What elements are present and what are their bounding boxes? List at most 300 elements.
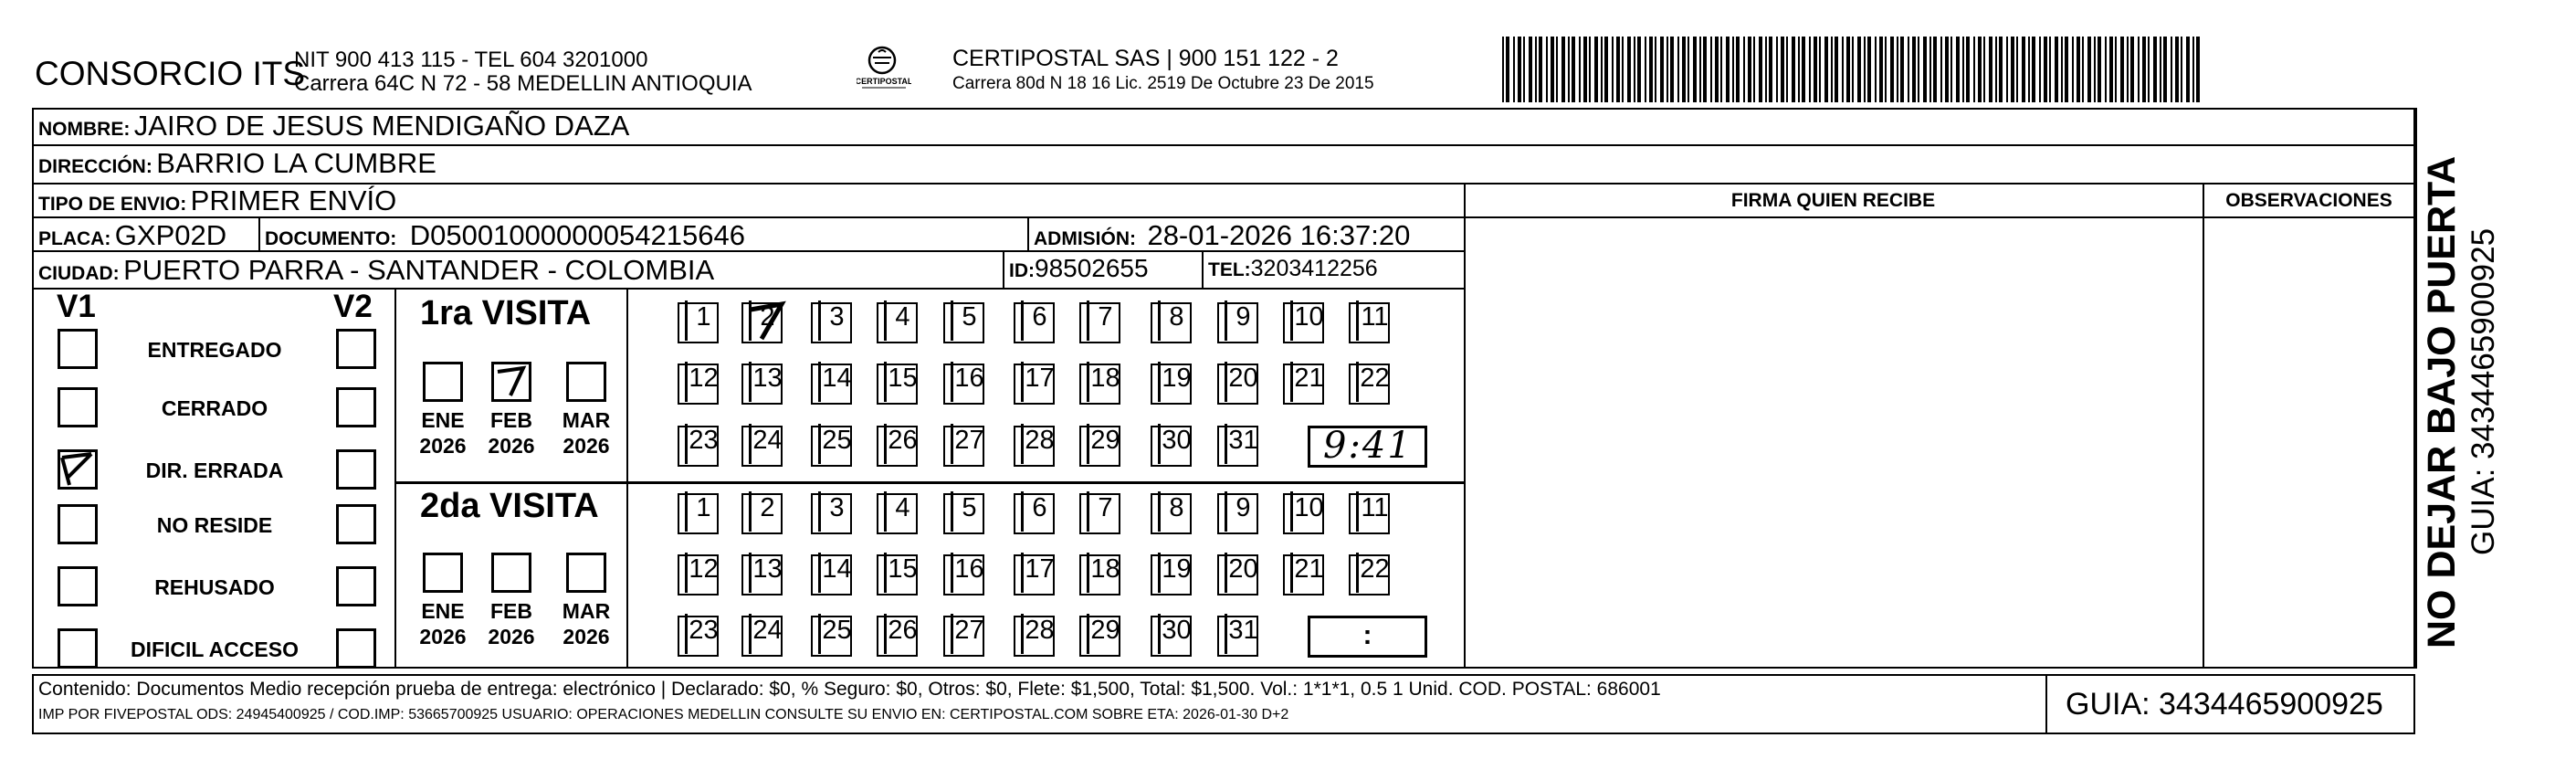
visit2-day-26[interactable]	[877, 616, 918, 657]
day-number: 1	[685, 300, 720, 341]
visit1-day-10[interactable]	[1283, 302, 1324, 343]
documento-value: D05001000000054215646	[409, 219, 745, 251]
v2-checkbox-1[interactable]	[336, 387, 376, 427]
status-option-label: ENTREGADO	[147, 338, 282, 362]
visit2-day-14[interactable]	[811, 554, 852, 596]
barcode-bar	[2055, 37, 2058, 102]
day-number: 18	[1087, 362, 1121, 402]
barcode-bar	[1999, 37, 2003, 102]
visit1-day-20[interactable]	[1217, 364, 1258, 405]
visit2-day-2[interactable]	[741, 493, 783, 534]
tel-value: 3203412256	[1250, 256, 1378, 281]
status-option-label: CERRADO	[161, 396, 268, 420]
day-number: 7	[1087, 300, 1121, 341]
id-value: 98502655	[1035, 254, 1149, 282]
barcode-bar	[1753, 37, 1755, 102]
barcode-bar	[1792, 37, 1795, 102]
v1-checkbox-checked[interactable]	[58, 449, 98, 490]
barcode-bar	[1601, 37, 1603, 102]
visit1-time-handwritten: 9:41	[1323, 425, 1413, 467]
barcode-bar	[1897, 37, 1898, 102]
barcode-bar	[1842, 37, 1844, 102]
barcode-bar	[2160, 37, 2161, 102]
visit2-day-8[interactable]	[1151, 493, 1192, 534]
barcode-bar	[2087, 37, 2091, 102]
carrier-name: CERTIPOSTAL SAS | 900 151 122 - 2	[952, 46, 1339, 71]
day-number: 6	[1021, 491, 1056, 532]
barcode-bar	[1518, 37, 1521, 102]
barcode-bar	[1819, 37, 1821, 102]
footer-guia: GUIA: 3434465900925	[2066, 687, 2383, 722]
barcode-bar	[1660, 37, 1664, 102]
barcode-bar	[1502, 37, 1504, 102]
barcode-bar	[2115, 37, 2117, 102]
barcode-bar	[1962, 37, 1964, 102]
visit1-day-8[interactable]	[1151, 302, 1192, 343]
day-number: 5	[951, 300, 985, 341]
visit1-day-1[interactable]	[678, 302, 719, 343]
visit1-day-9[interactable]	[1217, 302, 1258, 343]
barcode-bar	[1885, 37, 1887, 102]
barcode-bar	[1743, 37, 1745, 102]
barcode-bar	[2163, 37, 2167, 102]
barcode-bar	[1546, 37, 1548, 102]
visit1-day-15[interactable]	[877, 364, 918, 405]
documento-label: DOCUMENTO:	[265, 228, 397, 249]
barcode-bar	[1732, 37, 1734, 102]
v1-checkbox-4[interactable]	[58, 566, 98, 606]
observaciones-header: OBSERVACIONES	[2225, 190, 2392, 211]
visit1-day-27[interactable]	[943, 426, 984, 467]
visit2-day-7[interactable]	[1079, 493, 1120, 534]
barcode-bar	[2120, 37, 2124, 102]
barcode-bar	[1720, 37, 1722, 102]
status-option-label: DIFICIL ACCESO	[130, 638, 299, 661]
barcode-bar	[1748, 37, 1751, 102]
day-number: 17	[1021, 362, 1056, 402]
barcode-bar	[1857, 37, 1861, 102]
visit1-day-5[interactable]	[943, 302, 984, 343]
visit1-day-30[interactable]	[1151, 426, 1192, 467]
day-number: 26	[884, 424, 919, 464]
v2-checkbox-4[interactable]	[336, 566, 376, 606]
day-number: 21	[1290, 362, 1325, 402]
day-number: 23	[685, 424, 720, 464]
barcode-bar	[1879, 37, 1883, 102]
visit2-day-21[interactable]	[1283, 554, 1324, 596]
visit1-day-25[interactable]	[811, 426, 852, 467]
barcode-bar	[1983, 37, 1985, 102]
visit2-time-separator: :	[1362, 620, 1372, 650]
visit1-day-7[interactable]	[1079, 302, 1120, 343]
visit1-day-28[interactable]	[1014, 426, 1055, 467]
barcode-bar	[1966, 37, 1970, 102]
barcode-bar	[1572, 37, 1575, 102]
visit2-day-16[interactable]	[943, 554, 984, 596]
barcode-bar	[1933, 37, 1937, 102]
visit1-day-18[interactable]	[1079, 364, 1120, 405]
day-number: 27	[951, 424, 985, 464]
visit2-month-label: FEB 2026	[488, 599, 535, 648]
visit2-day-9[interactable]	[1217, 493, 1258, 534]
barcode-bar	[1781, 37, 1784, 102]
day-number: 12	[685, 553, 720, 593]
day-number: 13	[749, 553, 783, 593]
day-number: 30	[1158, 424, 1193, 464]
day-number: 11	[1356, 300, 1391, 341]
visit1-day-14[interactable]	[811, 364, 852, 405]
barcode-bar	[1867, 37, 1871, 102]
footer-print-info: IMP POR FIVEPOSTAL ODS: 24945400925 / COD.IMP: 53665700925 USUARIO: OPERACIONES MEDELLIN CONSULTE SU ENVIO EN: CERTIPOSTAL.COM SOBRE ETA: 2026-01-30 D+2	[38, 707, 1289, 722]
barcode-bar	[2065, 37, 2068, 102]
barcode-bar	[1568, 37, 1570, 102]
visit1-day-6[interactable]	[1014, 302, 1055, 343]
barcode-bar	[2127, 37, 2129, 102]
day-number: 7	[1087, 491, 1121, 532]
day-number: 23	[685, 614, 720, 654]
visit2-day-17[interactable]	[1014, 554, 1055, 596]
day-number: 22	[1356, 553, 1391, 593]
side-warning: NO DEJAR BAJO PUERTA	[2420, 155, 2464, 648]
visit2-time-box[interactable]	[1308, 616, 1427, 658]
day-number: 11	[1356, 491, 1391, 532]
day-number: 1	[685, 491, 720, 532]
day-number: 2	[749, 300, 783, 341]
day-number: 31	[1225, 424, 1259, 464]
barcode-bar	[2192, 37, 2194, 102]
barcode-bar	[1539, 37, 1542, 102]
visit1-day-24[interactable]	[741, 426, 783, 467]
day-number: 12	[685, 362, 720, 402]
barcode-bar	[1710, 37, 1712, 102]
v2-checkbox-3[interactable]	[336, 504, 376, 544]
barcode-bar	[1506, 37, 1509, 102]
day-number: 17	[1021, 553, 1056, 593]
visit1-day-19[interactable]	[1151, 364, 1192, 405]
barcode-bar	[1890, 37, 1894, 102]
barcode-bar	[1923, 37, 1927, 102]
visit1-day-23[interactable]	[678, 426, 719, 467]
barcode-bar	[2011, 37, 2014, 102]
barcode-bar	[1809, 37, 1811, 102]
v1-label: V1	[57, 289, 96, 324]
day-number: 27	[951, 614, 985, 654]
direccion-value: BARRIO LA CUMBRE	[156, 147, 436, 179]
visit2-day-22[interactable]	[1349, 554, 1390, 596]
day-number: 29	[1087, 614, 1121, 654]
visit1-day-17[interactable]	[1014, 364, 1055, 405]
carrier-license: Carrera 80d N 18 16 Lic. 2519 De Octubre 23 De 2015	[952, 74, 1374, 93]
v2-checkbox-0[interactable]	[336, 329, 376, 369]
barcode-bar	[1940, 37, 1942, 102]
day-number: 15	[884, 553, 919, 593]
firma-header: FIRMA QUIEN RECIBE	[1730, 190, 1936, 211]
barcode-bar	[1594, 37, 1598, 102]
visit1-day-4[interactable]	[877, 302, 918, 343]
placa-label: PLACA:	[38, 228, 111, 249]
barcode-bar	[1846, 37, 1850, 102]
visit1-month-label: MAR 2026	[562, 408, 611, 458]
barcode-bar	[1637, 37, 1641, 102]
visit1-day-11[interactable]	[1349, 302, 1390, 343]
visit2-day-25[interactable]	[811, 616, 852, 657]
barcode-bar	[1670, 37, 1674, 102]
visit2-day-3[interactable]	[811, 493, 852, 534]
visit2-month-label: ENE 2026	[419, 599, 467, 648]
tel-label: TEL:	[1208, 259, 1251, 280]
company-name: CONSORCIO ITS	[35, 55, 306, 92]
barcode-bar	[1655, 37, 1656, 102]
barcode-bar	[1677, 37, 1679, 102]
visit1-day-2[interactable]	[741, 302, 783, 343]
admision-value: 28-01-2026 16:37:20	[1147, 219, 1411, 251]
visit1-day-31[interactable]	[1217, 426, 1258, 467]
barcode-bar	[1945, 37, 1949, 102]
company-nit: NIT 900 413 115 - TEL 604 3201000	[294, 47, 648, 72]
barcode-bar	[1956, 37, 1960, 102]
visit2-day-1[interactable]	[678, 493, 719, 534]
visit2-month-box-mar[interactable]	[566, 553, 606, 593]
visit2-day-15[interactable]	[877, 554, 918, 596]
barcode-bar	[1667, 37, 1668, 102]
visit2-month-label: MAR 2026	[562, 599, 611, 648]
visit2-day-12[interactable]	[678, 554, 719, 596]
barcode-bar	[1612, 37, 1614, 102]
day-number: 24	[749, 614, 783, 654]
barcode-bar	[1995, 37, 1997, 102]
visit1-day-26[interactable]	[877, 426, 918, 467]
v2-checkbox-2[interactable]	[336, 449, 376, 490]
barcode-bar	[2148, 37, 2150, 102]
barcode-bar	[1908, 37, 1909, 102]
day-number: 19	[1158, 362, 1193, 402]
day-mark-icon	[745, 299, 789, 343]
barcode-bar	[2196, 37, 2200, 102]
day-number: 21	[1290, 553, 1325, 593]
barcode-bar	[2105, 37, 2107, 102]
barcode-bar	[1765, 37, 1767, 102]
visit2-day-11[interactable]	[1349, 493, 1390, 534]
barcode-bar	[2142, 37, 2146, 102]
barcode-bar	[2044, 37, 2047, 102]
day-number: 28	[1021, 614, 1056, 654]
barcode-bar	[2077, 37, 2080, 102]
admision-label: ADMISIÓN:	[1034, 228, 1136, 249]
nombre-value: JAIRO DE JESUS MENDIGAÑO DAZA	[133, 110, 630, 142]
barcode-bar	[1950, 37, 1952, 102]
visit2-day-27[interactable]	[943, 616, 984, 657]
visit2-day-20[interactable]	[1217, 554, 1258, 596]
barcode-bar	[1929, 37, 1931, 102]
visit1-day-13[interactable]	[741, 364, 783, 405]
visit2-day-23[interactable]	[678, 616, 719, 657]
id-label: ID:	[1009, 260, 1035, 281]
barcode-bar	[2006, 37, 2008, 102]
direccion-label: DIRECCIÓN:	[38, 156, 152, 177]
barcode-bar	[2028, 37, 2030, 102]
barcode-bar	[1645, 37, 1646, 102]
barcode-bar	[1703, 37, 1707, 102]
visit1-day-12[interactable]	[678, 364, 719, 405]
visit2-day-30[interactable]	[1151, 616, 1192, 657]
barcode-bar	[1978, 37, 1982, 102]
barcode-bar	[1736, 37, 1740, 102]
barcode-bar	[2061, 37, 2063, 102]
v1-checkbox-5[interactable]	[58, 628, 98, 669]
status-option-label: NO RESIDE	[156, 513, 273, 537]
barcode-bar	[1634, 37, 1635, 102]
barcode-bar	[1627, 37, 1631, 102]
barcode-bar	[2098, 37, 2101, 102]
barcode-bar	[1589, 37, 1591, 102]
visit1-month-box-mar[interactable]	[566, 362, 606, 402]
barcode-bar	[1864, 37, 1866, 102]
day-number: 4	[884, 491, 919, 532]
visit2-day-13[interactable]	[741, 554, 783, 596]
day-number: 10	[1290, 491, 1325, 532]
barcode-bar	[1900, 37, 1904, 102]
barcode-bar	[2175, 37, 2179, 102]
barcode-bar	[1786, 37, 1788, 102]
visit2-day-10[interactable]	[1283, 493, 1324, 534]
tipo-envio-label: TIPO DE ENVIO:	[38, 194, 187, 215]
barcode-bar	[1835, 37, 1838, 102]
barcode-bar	[1556, 37, 1558, 102]
day-number: 3	[818, 491, 853, 532]
visit2-day-18[interactable]	[1079, 554, 1120, 596]
certipostal-logo-icon	[857, 42, 911, 97]
barcode-bar	[1561, 37, 1565, 102]
footer-contents: Contenido: Documentos Medio recepción prueba de entrega: electrónico | Declarado: $0, % Seguro: $0, Otros: $0, Flete: $1,500, Total: $1,500. Vol.: 1*1*1, 0.5 1 Unid. COD. POSTAL: 686001	[38, 679, 1661, 700]
day-number: 24	[749, 424, 783, 464]
barcode-bar	[1604, 37, 1608, 102]
barcode-bar	[1579, 37, 1581, 102]
barcode-bar	[1726, 37, 1730, 102]
barcode-bar	[1798, 37, 1800, 102]
barcode-bar	[1649, 37, 1653, 102]
barcode-bar	[1616, 37, 1620, 102]
day-number: 9	[1225, 491, 1259, 532]
barcode-bar	[1759, 37, 1762, 102]
barcode-bar	[2109, 37, 2113, 102]
visit2-day-24[interactable]	[741, 616, 783, 657]
day-number: 8	[1158, 491, 1193, 532]
barcode-bar	[1802, 37, 1805, 102]
barcode-bar	[1622, 37, 1624, 102]
v2-label: V2	[333, 289, 373, 324]
visit2-day-31[interactable]	[1217, 616, 1258, 657]
barcode-bar	[1523, 37, 1525, 102]
barcode-bar	[2016, 37, 2018, 102]
barcode-bar	[1699, 37, 1701, 102]
v2-checkbox-5[interactable]	[336, 628, 376, 669]
day-number: 20	[1225, 553, 1259, 593]
company-address: Carrera 64C N 72 - 58 MEDELLIN ANTIOQUIA	[294, 71, 752, 96]
day-number: 8	[1158, 300, 1193, 341]
barcode-bar	[2130, 37, 2134, 102]
barcode-bar	[1776, 37, 1778, 102]
day-number: 10	[1290, 300, 1325, 341]
visit2-day-19[interactable]	[1151, 554, 1192, 596]
day-number: 15	[884, 362, 919, 402]
barcode-bar	[2072, 37, 2074, 102]
day-number: 19	[1158, 553, 1193, 593]
day-number: 22	[1356, 362, 1391, 402]
v1-checkbox-0[interactable]	[58, 329, 98, 369]
day-number: 13	[749, 362, 783, 402]
visit2-day-28[interactable]	[1014, 616, 1055, 657]
day-number: 6	[1021, 300, 1056, 341]
visit1-day-16[interactable]	[943, 364, 984, 405]
visit2-month-box-feb[interactable]	[491, 553, 531, 593]
barcode-bar	[1769, 37, 1772, 102]
side-guia: GUIA: 3434465900925	[2466, 227, 2501, 555]
barcode-bar	[2032, 37, 2035, 102]
svg-text:CERTIPOSTAL: CERTIPOSTAL	[857, 77, 911, 86]
v1-checkbox-3[interactable]	[58, 504, 98, 544]
visit2-day-6[interactable]	[1014, 493, 1055, 534]
day-number: 14	[818, 553, 853, 593]
barcode-bar	[1875, 37, 1877, 102]
barcode-bar	[2138, 37, 2140, 102]
visit2-month-box-ene[interactable]	[423, 553, 463, 593]
ciudad-value: PUERTO PARRA - SANTANDER - COLOMBIA	[123, 254, 715, 286]
barcode-bar	[1831, 37, 1833, 102]
visit1-day-22[interactable]	[1349, 364, 1390, 405]
placa-value: GXP02D	[114, 219, 227, 251]
barcode-bar	[1973, 37, 1975, 102]
v1-checkbox-1[interactable]	[58, 387, 98, 427]
visit1-month-box-feb[interactable]	[491, 362, 531, 402]
visit1-day-29[interactable]	[1079, 426, 1120, 467]
visit2-day-29[interactable]	[1079, 616, 1120, 657]
barcode-bar	[2171, 37, 2172, 102]
visit2-day-5[interactable]	[943, 493, 984, 534]
barcode-bar	[2039, 37, 2041, 102]
barcode-bar	[1912, 37, 1916, 102]
barcode-bar	[2022, 37, 2025, 102]
barcode-bar	[1824, 37, 1828, 102]
visit2-title: 2da VISITA	[420, 487, 599, 525]
visit2-day-4[interactable]	[877, 493, 918, 534]
visit1-day-21[interactable]	[1283, 364, 1324, 405]
ciudad-label: CIUDAD:	[38, 263, 120, 284]
barcode-bar	[2153, 37, 2157, 102]
barcode-bar	[2094, 37, 2096, 102]
status-option-label: DIR. ERRADA	[145, 459, 284, 482]
visit1-day-3[interactable]	[811, 302, 852, 343]
day-number: 3	[818, 300, 853, 341]
barcode-bar	[1682, 37, 1686, 102]
barcode-bar	[1535, 37, 1537, 102]
visit1-month-box-ene[interactable]	[423, 362, 463, 402]
day-number: 28	[1021, 424, 1056, 464]
visit1-time-box[interactable]	[1308, 426, 1427, 468]
barcode-bar	[1513, 37, 1515, 102]
day-number: 20	[1225, 362, 1259, 402]
day-number: 30	[1158, 614, 1193, 654]
day-number: 29	[1087, 424, 1121, 464]
barcode-bar	[1529, 37, 1532, 102]
day-number: 14	[818, 362, 853, 402]
barcode	[1502, 37, 2205, 102]
day-number: 4	[884, 300, 919, 341]
day-number: 26	[884, 614, 919, 654]
barcode-bar	[1715, 37, 1719, 102]
barcode-bar	[1814, 37, 1817, 102]
visit1-month-label: ENE 2026	[419, 408, 467, 458]
barcode-bar	[1551, 37, 1554, 102]
